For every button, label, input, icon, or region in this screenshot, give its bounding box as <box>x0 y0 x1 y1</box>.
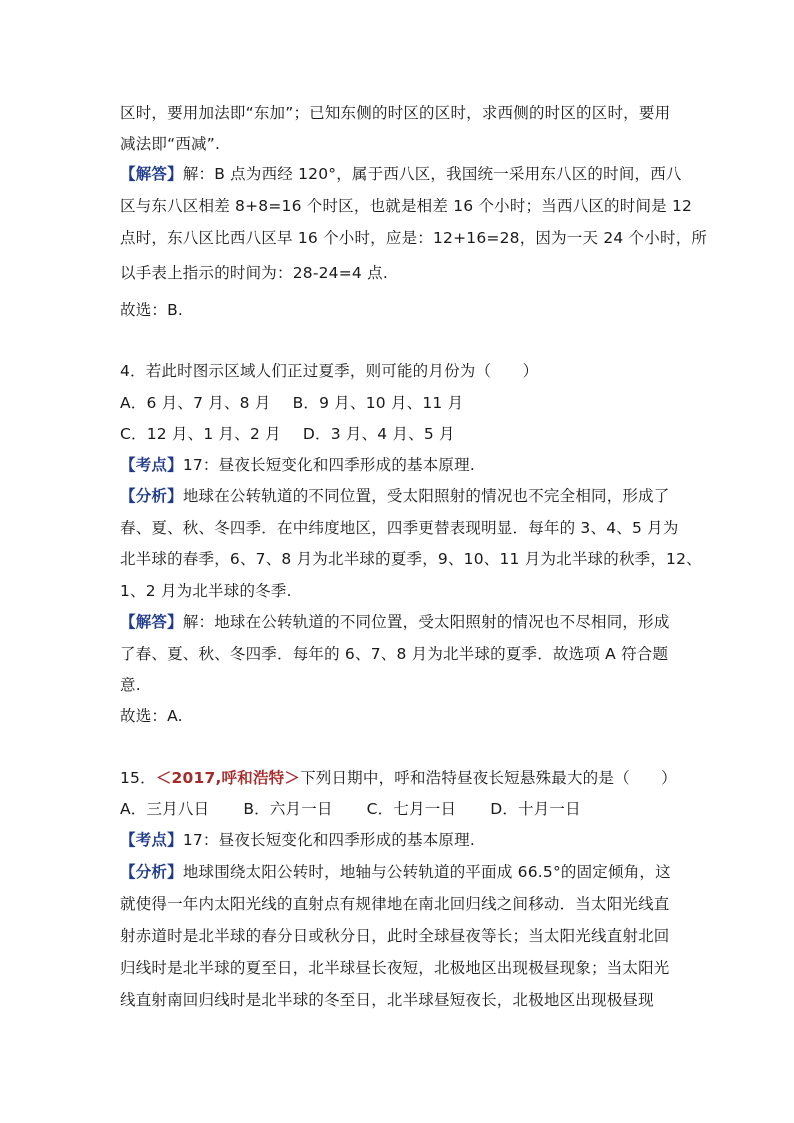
analysis-text: 地球围绕太阳公转时，地轴与公转轨道的平面成 66.5°的固定倾角，这 <box>182 863 671 881</box>
option-c: C．12 月、1 月、2 月 <box>120 425 281 443</box>
knowledge-point-tag: 【考点】 <box>120 456 183 474</box>
options-row <box>120 393 463 413</box>
answer-line <box>120 164 682 184</box>
option-b: B．六月一日 <box>243 800 333 818</box>
option-d: D．3 月、4 月、5 月 <box>302 425 455 443</box>
knowledge-point-tag: 【考点】 <box>120 831 183 849</box>
analysis-tag: 【分析】 <box>120 487 183 505</box>
option-b: B．9 月、10 月、11 月 <box>292 394 464 412</box>
option-d: D．十月一日 <box>490 800 581 818</box>
option-a: A．三月八日 <box>120 800 210 818</box>
options-row <box>120 424 455 444</box>
knowledge-point-text: 17：昼夜长短变化和四季形成的基本原理. <box>182 831 475 849</box>
answer-text: 解：地球在公转轨道的不同位置，受太阳照射的情况也不尽相同，形成 <box>182 613 670 631</box>
source-tag: ＜2017,呼和浩特＞ <box>155 769 301 787</box>
analysis-line <box>120 862 671 882</box>
options-row <box>120 799 581 819</box>
answer-line: 以手表上指示的时间为：28-24=4 点. <box>120 264 388 282</box>
answer-line <box>120 612 670 632</box>
analysis-line: 就使得一年内太阳光线的直射点有规律地在南北回归线之间移动．当太阳光线直 <box>120 895 670 913</box>
question-stem <box>120 768 677 788</box>
analysis-line: 减法即“西减”. <box>120 135 221 153</box>
analysis-line: 区时，要用加法即“东加”；已知东侧的时区的区时，求西侧的时区的区时，要用 <box>120 104 671 122</box>
analysis-tag: 【分析】 <box>120 863 183 881</box>
analysis-line: 1、2 月为北半球的冬季. <box>120 582 292 600</box>
answer-line: 区与东八区相差 8+8=16 个时区，也就是相差 16 个小时；当西八区的时间是 12 <box>120 197 693 215</box>
analysis-line: 射赤道时是北半球的春分日或秋分日，此时全球昼夜等长；当太阳光线直射北回 <box>120 927 670 945</box>
answer-line: 点时，东八区比西八区早 16 个小时，应是：12+16=28，因为一天 24 个小时，所 <box>120 229 708 247</box>
choice-line: 故选：B. <box>120 301 184 319</box>
option-a: A．6 月、7 月、8 月 <box>120 394 271 412</box>
question-stem: 4．若此时图示区域人们正过夏季，则可能的月份为（ ） <box>120 362 539 380</box>
analysis-line: 春、夏、秋、冬四季．在中纬度地区，四季更替表现明显．每年的 3、4、5 月为 <box>120 519 679 537</box>
analysis-line: 北半球的春季，6、7、8 月为北半球的夏季，9、10、11 月为北半球的秋季，12、 <box>120 550 702 568</box>
answer-line: 意. <box>120 676 141 694</box>
answer-text: 解：B 点为西经 120°，属于西八区，我国统一采用东八区的时间，西八 <box>182 165 682 183</box>
choice-line: 故选：A. <box>120 707 183 725</box>
knowledge-point-line <box>120 830 475 850</box>
answer-tag: 【解答】 <box>120 165 183 183</box>
knowledge-point-line <box>120 455 475 475</box>
analysis-line <box>120 486 670 506</box>
answer-line: 了春、夏、秋、冬四季．每年的 6、7、8 月为北半球的夏季．故选项 A 符合题 <box>120 645 669 663</box>
option-c: C．七月一日 <box>366 800 457 818</box>
question-number: 15． <box>120 769 156 787</box>
analysis-line: 线直射南回归线时是北半球的冬至日，北半球昼短夜长，北极地区出现极昼现 <box>120 991 654 1009</box>
knowledge-point-text: 17：昼夜长短变化和四季形成的基本原理. <box>182 456 475 474</box>
analysis-line: 归线时是北半球的夏至日，北半球昼长夜短，北极地区出现极昼现象；当太阳光 <box>120 959 670 977</box>
answer-tag: 【解答】 <box>120 613 183 631</box>
question-text: 下列日期中，呼和浩特昼夜长短悬殊最大的是（ ） <box>300 769 677 787</box>
analysis-text: 地球在公转轨道的不同位置，受太阳照射的情况也不完全相同，形成了 <box>182 487 670 505</box>
